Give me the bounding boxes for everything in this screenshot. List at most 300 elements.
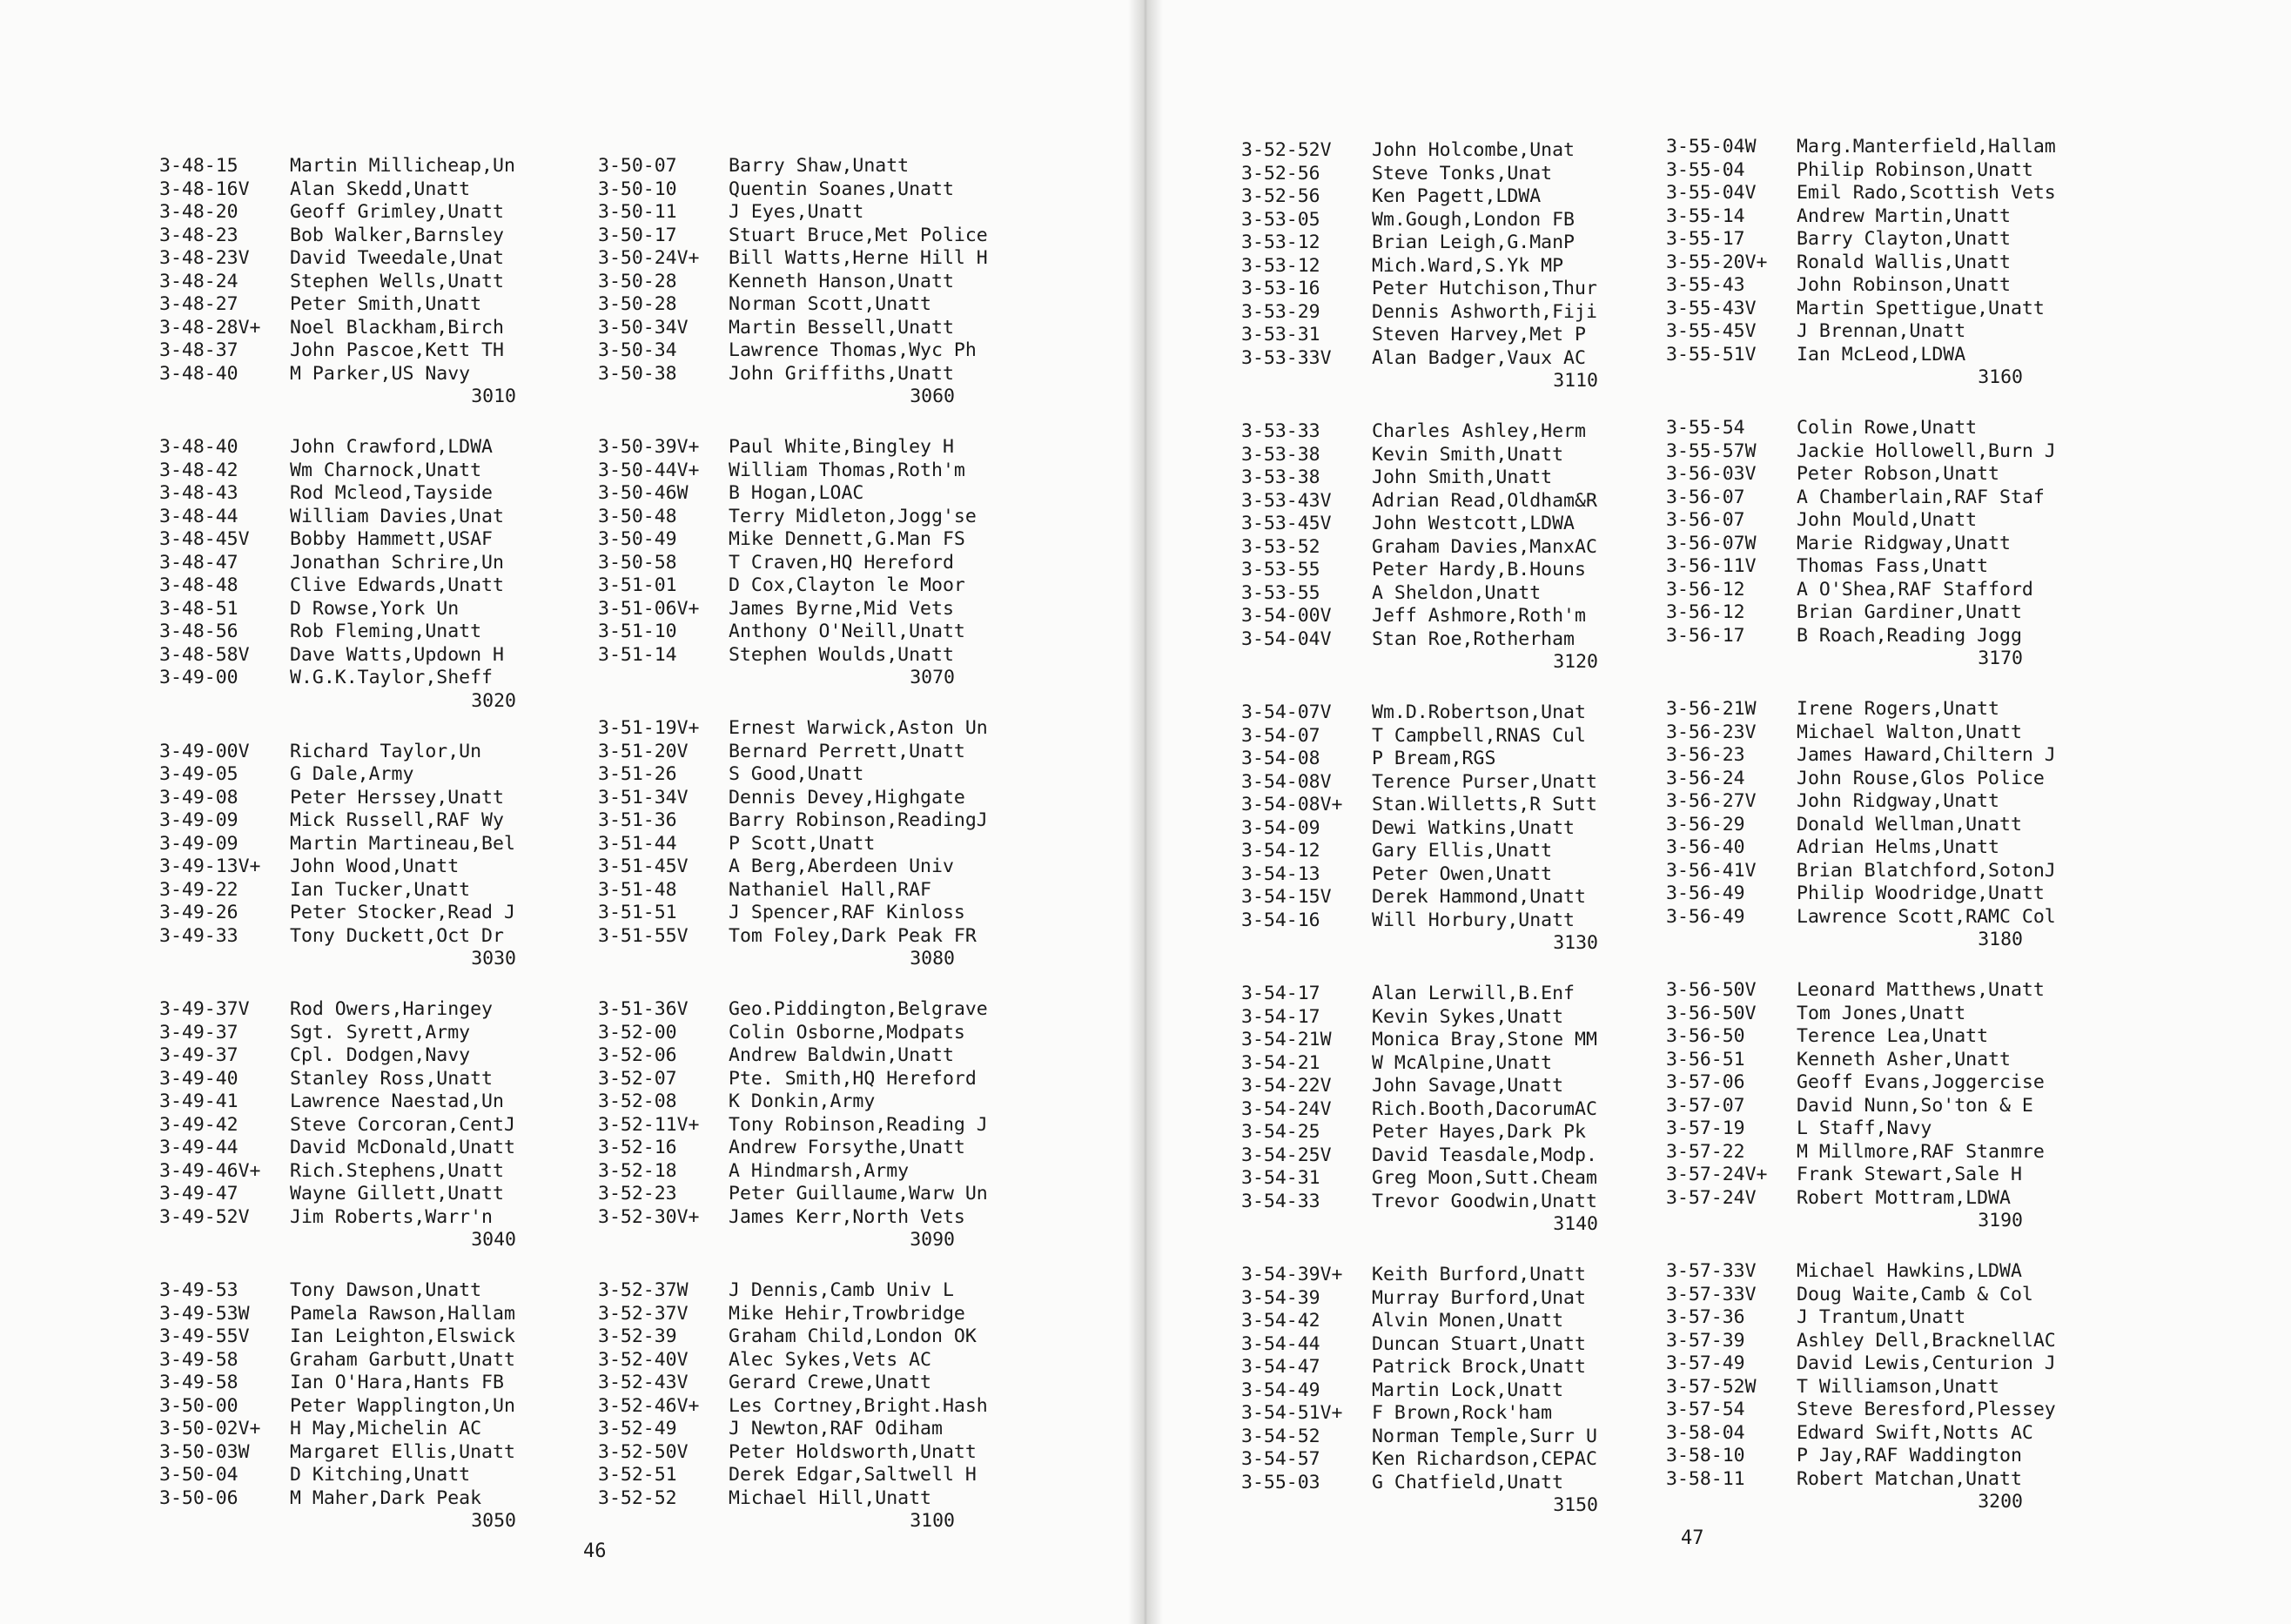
runner-name-club: T Craven,HQ Hereford xyxy=(729,551,954,574)
runner-name-club: Irene Rogers,Unatt xyxy=(1797,698,1999,720)
finish-time: 3-57-49 xyxy=(1666,1352,1745,1374)
finish-time: 3-48-56 xyxy=(159,621,239,642)
finish-time: 3-49-00V xyxy=(159,740,250,762)
runner-name-club: Ian Tucker,Unatt xyxy=(290,878,471,901)
runner-name-club: Steve Tonks,Unat xyxy=(1372,162,1553,185)
finish-time: 3-52-30V+ xyxy=(598,1205,700,1228)
finish-time: 3-51-44 xyxy=(598,832,677,855)
result-row xyxy=(1241,1121,1668,1144)
result-row xyxy=(1241,1191,1668,1214)
result-row xyxy=(1241,444,1668,467)
finish-time: 3-48-37 xyxy=(159,339,239,361)
runner-name-club: Stuart Bruce,Met Police xyxy=(729,224,988,246)
result-row xyxy=(1241,605,1668,628)
runner-name-club: Ronald Wallis,Unatt xyxy=(1797,251,2011,273)
finish-time: 3-48-40 xyxy=(159,436,239,458)
finish-time: 3-51-01 xyxy=(598,574,677,596)
runner-name-club: D Cox,Clayton le Moor xyxy=(729,574,965,596)
result-row xyxy=(598,1349,1025,1372)
result-row xyxy=(159,879,586,903)
finish-time: 3-57-52W xyxy=(1666,1375,1757,1398)
result-row xyxy=(1666,1422,2093,1446)
runner-name-club: T Williamson,Unatt xyxy=(1797,1375,1999,1398)
runner-name-club: Alan Skedd,Unatt xyxy=(290,178,471,200)
finish-time: 3-52-11V+ xyxy=(598,1113,700,1136)
runner-name-club: Lawrence Scott,RAMC Col xyxy=(1797,905,2056,928)
finish-time: 3-53-05 xyxy=(1241,208,1320,231)
result-row xyxy=(159,809,586,833)
result-row xyxy=(598,1464,1025,1487)
result-row xyxy=(598,598,1025,621)
result-row xyxy=(1241,909,1668,933)
runner-name-club: James Haward,Chiltern J xyxy=(1797,744,2056,766)
finish-time: 3-54-31 xyxy=(1241,1167,1320,1189)
finish-time: 3-48-27 xyxy=(159,293,239,315)
result-row xyxy=(1666,698,2093,721)
finish-time: 3-51-10 xyxy=(598,621,677,642)
result-row xyxy=(1666,1187,2093,1211)
finish-time: 3-52-50V xyxy=(598,1440,689,1463)
finish-time: 3-50-06 xyxy=(159,1486,239,1509)
finish-time: 3-49-46V+ xyxy=(159,1159,261,1182)
result-row xyxy=(1666,1260,2093,1284)
runner-name-club: Mich.Ward,S.Yk MP xyxy=(1372,254,1564,277)
runner-name-club: Philip Woodridge,Unatt xyxy=(1797,882,2045,904)
finish-time: 3-56-29 xyxy=(1666,813,1745,835)
finish-time: 3-51-36 xyxy=(598,809,677,831)
result-row xyxy=(159,1206,586,1230)
result-row xyxy=(1241,1448,1668,1472)
runner-name-club: Donald Wellman,Unatt xyxy=(1797,813,2022,835)
runner-name-club: D Rowse,York Un xyxy=(290,597,460,620)
runner-name-club: Dewi Watkins,Unatt xyxy=(1372,816,1575,839)
result-row xyxy=(598,1441,1025,1465)
finish-time: 3-53-43V xyxy=(1241,489,1332,512)
runner-name-club: Ernest Warwick,Aston Un xyxy=(729,717,988,739)
finish-time: 3-50-04 xyxy=(159,1464,239,1486)
finish-time: 3-52-56 xyxy=(1241,162,1320,185)
position-count: 3090 xyxy=(910,1229,955,1251)
finish-time: 3-55-51V xyxy=(1666,343,1757,366)
finish-time: 3-52-18 xyxy=(598,1159,677,1182)
runner-name-club: Martin Lock,Unatt xyxy=(1372,1379,1564,1401)
position-count: 3150 xyxy=(1553,1494,1598,1516)
runner-name-club: Murray Burford,Unat xyxy=(1372,1286,1586,1309)
result-row xyxy=(598,339,1025,363)
position-count: 3190 xyxy=(1978,1210,2023,1231)
result-row xyxy=(159,436,586,460)
finish-time: 3-54-16 xyxy=(1241,909,1320,931)
runner-name-club: Tony Robinson,Reading J xyxy=(729,1113,988,1136)
result-row xyxy=(1241,1379,1668,1403)
runner-name-club: Monica Bray,Stone MM xyxy=(1372,1029,1597,1050)
result-row xyxy=(1666,463,2093,487)
result-row xyxy=(598,506,1025,529)
right-page xyxy=(1146,0,2291,1624)
finish-time: 3-52-56 xyxy=(1241,185,1320,207)
finish-time: 3-54-57 xyxy=(1241,1448,1320,1470)
finish-time: 3-49-47 xyxy=(159,1183,239,1205)
position-count: 3050 xyxy=(471,1510,516,1532)
result-row xyxy=(159,1372,586,1395)
runner-name-club: M Maher,Dark Peak xyxy=(290,1486,482,1509)
result-row xyxy=(159,293,586,317)
runner-name-club: J Eyes,Unatt xyxy=(729,201,864,223)
result-row xyxy=(1241,559,1668,582)
result-row xyxy=(598,1068,1025,1091)
finish-time: 3-50-28 xyxy=(598,270,677,292)
result-row xyxy=(598,482,1025,506)
result-row xyxy=(598,317,1025,340)
finish-time: 3-50-02V+ xyxy=(159,1418,261,1439)
finish-time: 3-58-04 xyxy=(1666,1421,1745,1444)
left-page-column-1 xyxy=(159,155,586,1560)
runner-name-club: Alvin Monen,Unatt xyxy=(1372,1310,1564,1332)
finish-time: 3-50-10 xyxy=(598,178,677,200)
finish-time: 3-48-23V xyxy=(159,247,250,269)
finish-time: 3-51-45V xyxy=(598,856,689,877)
runner-name-club: Philip Robinson,Unatt xyxy=(1797,158,2033,181)
finish-time: 3-54-17 xyxy=(1241,1005,1320,1028)
runner-name-club: Tony Dawson,Unatt xyxy=(290,1279,482,1301)
result-row xyxy=(1241,1167,1668,1191)
runner-name-club: Bernard Perrett,Unatt xyxy=(729,740,965,762)
runner-name-club: Stephen Woulds,Unatt xyxy=(729,643,954,666)
finish-time: 3-53-38 xyxy=(1241,443,1320,466)
runner-name-club: Brian Gardiner,Unatt xyxy=(1797,601,2022,623)
result-row xyxy=(1666,228,2093,252)
runner-name-club: Brian Leigh,G.ManP xyxy=(1372,232,1575,253)
result-row xyxy=(1666,721,2093,745)
runner-name-club: Graham Davies,ManxAC xyxy=(1372,535,1597,558)
result-row xyxy=(1241,628,1668,652)
result-row xyxy=(1666,906,2093,929)
finish-time: 3-50-34 xyxy=(598,339,677,361)
finish-time: 3-54-17 xyxy=(1241,983,1320,1004)
finish-time: 3-58-11 xyxy=(1666,1467,1745,1490)
runner-name-club: Wayne Gillett,Unatt xyxy=(290,1183,504,1205)
result-row xyxy=(1666,601,2093,625)
result-row xyxy=(1666,487,2093,510)
result-row xyxy=(159,1418,586,1441)
finish-time: 3-48-43 xyxy=(159,482,239,504)
runner-name-club: Peter Stocker,Read J xyxy=(290,902,515,923)
finish-time: 3-53-45V xyxy=(1241,513,1332,534)
finish-time: 3-51-20V xyxy=(598,740,689,762)
runner-name-club: David Tweedale,Unat xyxy=(290,247,504,269)
runner-name-club: Andrew Baldwin,Unatt xyxy=(729,1044,954,1066)
result-row xyxy=(1241,301,1668,325)
runner-name-club: Terence Lea,Unatt xyxy=(1797,1025,1989,1047)
result-row xyxy=(159,1160,586,1184)
results-block xyxy=(1241,983,1668,1236)
result-row xyxy=(1241,1098,1668,1122)
results-block xyxy=(159,1279,586,1533)
result-row xyxy=(159,741,586,764)
runner-name-club: Andrew Martin,Unatt xyxy=(1797,205,2011,227)
runner-name-club: Keith Burford,Unatt xyxy=(1372,1264,1586,1285)
result-row xyxy=(1241,863,1668,887)
finish-time: 3-52-49 xyxy=(598,1418,677,1439)
finish-time: 3-50-11 xyxy=(598,201,677,223)
finish-time: 3-50-17 xyxy=(598,224,677,246)
runner-name-club: Marie Ridgway,Unatt xyxy=(1797,532,2011,554)
result-row xyxy=(159,1183,586,1206)
runner-name-club: B Hogan,LOAC xyxy=(729,482,864,504)
runner-name-club: Steven Harvey,Met P xyxy=(1372,324,1586,346)
result-row xyxy=(1666,1445,2093,1468)
runner-name-club: David McDonald,Unatt xyxy=(290,1137,515,1158)
finish-time: 3-54-13 xyxy=(1241,862,1320,885)
runner-name-club: A Sheldon,Unatt xyxy=(1372,581,1542,604)
result-row xyxy=(159,528,586,552)
runner-name-club: S Good,Unatt xyxy=(729,763,864,785)
right-page-column-1 xyxy=(1241,139,1668,1545)
result-row xyxy=(1241,1426,1668,1449)
finish-time: 3-53-55 xyxy=(1241,559,1320,580)
finish-time: 3-49-37 xyxy=(159,1044,239,1066)
finish-time: 3-52-52V xyxy=(1241,139,1332,161)
result-row xyxy=(1241,466,1668,490)
result-row xyxy=(1666,814,2093,837)
result-row xyxy=(598,741,1025,764)
result-row xyxy=(159,201,586,225)
finish-time: 3-52-39 xyxy=(598,1325,677,1347)
finish-time: 3-51-26 xyxy=(598,763,677,785)
finish-time: 3-50-24V+ xyxy=(598,247,700,269)
position-count: 3200 xyxy=(1978,1491,2023,1513)
finish-time: 3-55-43 xyxy=(1666,274,1745,296)
result-row xyxy=(1666,417,2093,440)
result-row xyxy=(1666,440,2093,464)
finish-time: 3-57-24V xyxy=(1666,1186,1757,1209)
runner-name-club: T Campbell,RNAS Cul xyxy=(1372,724,1586,747)
result-row xyxy=(159,574,586,598)
result-row xyxy=(1241,209,1668,232)
result-row xyxy=(1666,182,2093,205)
finish-time: 3-56-41V xyxy=(1666,859,1757,882)
runner-name-club: James Byrne,Mid Vets xyxy=(729,597,954,620)
runner-name-club: A Chamberlain,RAF Staf xyxy=(1797,486,2045,508)
result-row xyxy=(1241,725,1668,748)
runner-name-club: Will Horbury,Unatt xyxy=(1372,909,1575,931)
runner-name-club: Bill Watts,Herne Hill H xyxy=(729,247,988,269)
finish-time: 3-48-45V xyxy=(159,528,250,550)
finish-time: 3-56-50V xyxy=(1666,979,1757,1001)
runner-name-club: J Trantum,Unatt xyxy=(1797,1306,1966,1328)
runner-name-club: Wm Charnock,Unatt xyxy=(290,459,482,481)
runner-name-club: Anthony O'Neill,Unatt xyxy=(729,621,965,642)
finish-time: 3-55-04W xyxy=(1666,136,1757,158)
runner-name-club: Dennis Devey,Highgate xyxy=(729,786,965,809)
finish-time: 3-51-14 xyxy=(598,643,677,666)
runner-name-club: K Donkin,Army xyxy=(729,1090,876,1112)
finish-time: 3-52-51 xyxy=(598,1464,677,1486)
runner-name-club: David Nunn,So'ton & E xyxy=(1797,1094,2033,1117)
result-row xyxy=(1241,536,1668,560)
runner-name-club: Charles Ashley,Herm xyxy=(1372,420,1586,442)
finish-time: 3-54-08 xyxy=(1241,748,1320,769)
runner-name-club: Steve Corcoran,CentJ xyxy=(290,1113,515,1136)
result-row xyxy=(1241,1310,1668,1333)
finish-time: 3-50-28 xyxy=(598,293,677,315)
runner-name-club: Dave Watts,Updown H xyxy=(290,643,504,666)
runner-name-club: M Parker,US Navy xyxy=(290,362,471,385)
finish-time: 3-48-58V xyxy=(159,643,250,666)
runner-name-club: A O'Shea,RAF Stafford xyxy=(1797,578,2033,601)
runner-name-club: Tom Jones,Unatt xyxy=(1797,1002,1966,1024)
result-row xyxy=(1241,1006,1668,1030)
finish-time: 3-54-44 xyxy=(1241,1332,1320,1355)
finish-time: 3-53-12 xyxy=(1241,232,1320,253)
runner-name-club: Andrew Forsythe,Unatt xyxy=(729,1137,965,1158)
runner-name-club: Jim Roberts,Warr'n xyxy=(290,1205,493,1228)
result-row xyxy=(598,460,1025,483)
runner-name-club: Jonathan Schrire,Un xyxy=(290,551,504,574)
runner-name-club: Lawrence Naestad,Un xyxy=(290,1090,504,1112)
runner-name-club: Stanley Ross,Unatt xyxy=(290,1067,493,1090)
result-row xyxy=(159,1325,586,1349)
runner-name-club: A Berg,Aberdeen Univ xyxy=(729,856,954,877)
result-row xyxy=(1241,513,1668,536)
runner-name-club: Bob Walker,Barnsley xyxy=(290,224,504,246)
runner-name-club: P Jay,RAF Waddington xyxy=(1797,1445,2022,1466)
finish-time: 3-54-12 xyxy=(1241,840,1320,862)
runner-name-club: Mike Dennett,G.Man FS xyxy=(729,528,965,550)
finish-time: 3-50-58 xyxy=(598,551,677,574)
result-row xyxy=(159,225,586,248)
finish-time: 3-56-07 xyxy=(1666,486,1745,508)
finish-time: 3-53-52 xyxy=(1241,535,1320,558)
runner-name-club: Kevin Sykes,Unatt xyxy=(1372,1005,1564,1028)
finish-time: 3-51-34V xyxy=(598,786,689,809)
result-row xyxy=(1666,1071,2093,1095)
finish-time: 3-49-33 xyxy=(159,924,239,947)
result-row xyxy=(1241,185,1668,209)
finish-time: 3-49-09 xyxy=(159,809,239,831)
position-count: 3080 xyxy=(910,948,955,970)
runner-name-club: John Wood,Unatt xyxy=(290,856,460,877)
runner-name-club: William Davies,Unat xyxy=(290,505,504,527)
finish-time: 3-54-25 xyxy=(1241,1121,1320,1143)
result-row xyxy=(598,833,1025,856)
position-count: 3120 xyxy=(1553,651,1598,673)
runner-name-club: Tony Duckett,Oct Dr xyxy=(290,924,504,947)
position-count: 3100 xyxy=(910,1510,955,1532)
runner-name-club: Cpl. Dodgen,Navy xyxy=(290,1044,471,1066)
finish-time: 3-53-38 xyxy=(1241,466,1320,488)
finish-time: 3-54-07V xyxy=(1241,701,1332,723)
result-row xyxy=(1666,744,2093,768)
result-row xyxy=(159,363,586,386)
result-row xyxy=(159,644,586,668)
runner-name-club: Mike Hehir,Trowbridge xyxy=(729,1302,965,1325)
finish-time: 3-56-12 xyxy=(1666,578,1745,601)
runner-name-club: John Robinson,Unatt xyxy=(1797,274,2011,296)
runner-name-club: Peter Hayes,Dark Pk xyxy=(1372,1121,1586,1143)
runner-name-club: Derek Edgar,Saltwell H xyxy=(729,1464,977,1486)
finish-time: 3-54-07 xyxy=(1241,724,1320,747)
runner-name-club: Pamela Rawson,Hallam xyxy=(290,1302,515,1325)
runner-name-club: Les Cortney,Bright.Hash xyxy=(729,1394,988,1417)
runner-name-club: Martin Millicheap,Un xyxy=(290,155,515,177)
runner-name-club: G Dale,Army xyxy=(290,763,414,785)
runner-name-club: Steve Beresford,Plessey xyxy=(1797,1399,2056,1420)
result-row xyxy=(598,717,1025,741)
position-count: 3110 xyxy=(1553,370,1598,392)
runner-name-club: John Pascoe,Kett TH xyxy=(290,339,504,361)
runner-name-club: Peter Herssey,Unatt xyxy=(290,786,504,809)
result-row xyxy=(159,1487,586,1511)
runner-name-club: John Westcott,LDWA xyxy=(1372,513,1575,534)
runner-name-club: P Bream,RGS xyxy=(1372,748,1496,769)
finish-time: 3-54-22V xyxy=(1241,1075,1332,1097)
runner-name-club: Quentin Soanes,Unatt xyxy=(729,178,954,200)
finish-time: 3-56-50V xyxy=(1666,1002,1757,1024)
runner-name-club: Ken Pagett,LDWA xyxy=(1372,185,1542,207)
result-row xyxy=(1666,625,2093,648)
finish-time: 3-54-09 xyxy=(1241,816,1320,839)
runner-name-club: Colin Osborne,Modpats xyxy=(729,1021,965,1044)
result-row xyxy=(159,667,586,690)
result-row xyxy=(159,247,586,271)
result-row xyxy=(1666,860,2093,883)
runner-name-club: Michael Walton,Unatt xyxy=(1797,721,2022,743)
result-row xyxy=(159,1279,586,1303)
result-row xyxy=(1241,232,1668,255)
runner-name-club: Brian Blatchford,SotonJ xyxy=(1797,859,2056,882)
finish-time: 3-48-23 xyxy=(159,224,239,246)
runner-name-club: Stan.Willetts,R Sutt xyxy=(1372,794,1597,815)
finish-time: 3-56-51 xyxy=(1666,1048,1745,1070)
finish-time: 3-48-40 xyxy=(159,362,239,385)
result-row xyxy=(1241,1029,1668,1052)
finish-time: 3-53-33 xyxy=(1241,420,1320,442)
result-row xyxy=(159,998,586,1022)
result-row xyxy=(598,1044,1025,1068)
finish-time: 3-54-51V+ xyxy=(1241,1402,1343,1424)
result-row xyxy=(1666,1284,2093,1307)
finish-time: 3-48-48 xyxy=(159,574,239,596)
result-row xyxy=(1666,768,2093,791)
runner-name-club: Norman Scott,Unatt xyxy=(729,293,931,315)
runner-name-club: Edward Swift,Notts AC xyxy=(1797,1421,2033,1444)
finish-time: 3-49-42 xyxy=(159,1113,239,1136)
finish-time: 3-55-43V xyxy=(1666,297,1757,319)
result-row xyxy=(1241,255,1668,278)
runner-name-club: Adrian Helms,Unatt xyxy=(1797,836,1999,858)
result-row xyxy=(598,1418,1025,1441)
result-row xyxy=(159,763,586,787)
runner-name-club: Trevor Goodwin,Unatt xyxy=(1372,1190,1597,1212)
position-count: 3130 xyxy=(1553,932,1598,954)
finish-time: 3-55-14 xyxy=(1666,205,1745,227)
result-row xyxy=(1666,882,2093,906)
finish-time: 3-48-15 xyxy=(159,155,239,177)
finish-time: 3-51-36V xyxy=(598,998,689,1020)
runner-name-club: Stan Roe,Rotherham xyxy=(1372,627,1575,650)
results-block xyxy=(1666,136,2093,389)
runner-name-club: Pte. Smith,HQ Hereford xyxy=(729,1067,977,1090)
position-count: 3040 xyxy=(471,1229,516,1251)
result-row xyxy=(1241,582,1668,606)
result-row xyxy=(159,902,586,925)
position-count: 3060 xyxy=(910,386,955,407)
runner-name-club: Peter Wapplington,Un xyxy=(290,1394,515,1417)
runner-name-club: Derek Hammond,Unatt xyxy=(1372,886,1586,908)
result-row xyxy=(598,925,1025,949)
result-row xyxy=(1666,1330,2093,1353)
